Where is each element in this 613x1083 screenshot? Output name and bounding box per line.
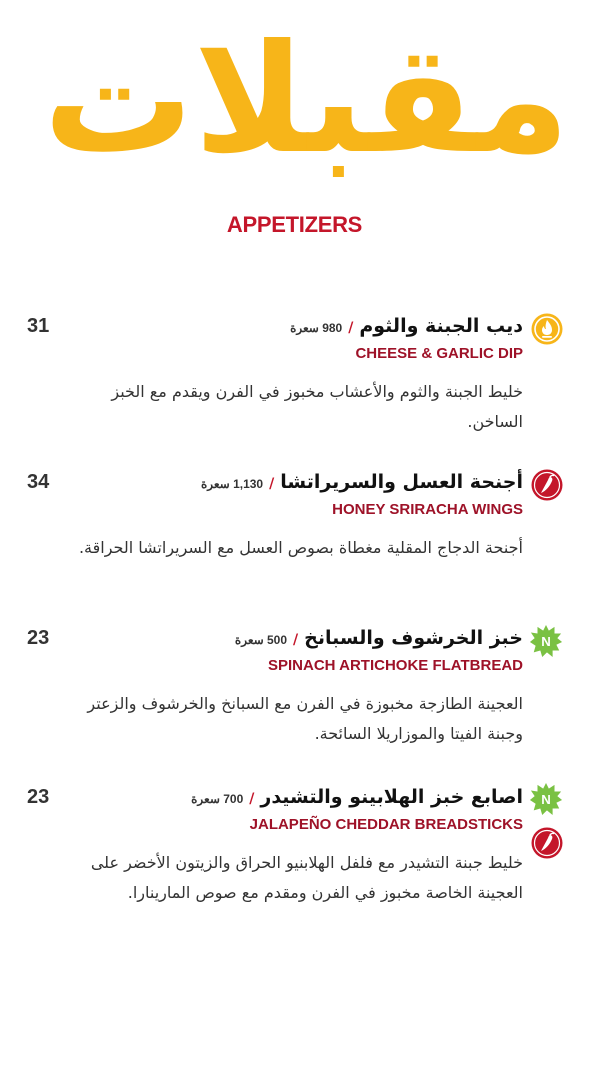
item-title-row — [191, 786, 523, 812]
item-description: خليط جبنة التشيدر مع فلفل الهلابنيو الحراق والزيتون الأخضر على العجينة الخاصة مخبوز في الفرن ومقدم مع صوص المارينارا. — [90, 853, 523, 902]
item-name-arabic: خبز الخرشوف والسبانخ — [304, 627, 523, 649]
item-name-arabic: اصابع خبز الهلابينو والتشيدر — [260, 786, 523, 808]
item-name-english: HONEY SRIRACHA WINGS — [332, 501, 523, 518]
item-name-english: CHEESE & GARLIC DIP — [355, 345, 523, 362]
item-calories: 980 سعرة — [290, 321, 343, 335]
item-description: العجينة الطازجة مخبوزة في الفرن مع السبانخ والخرشوف والزعتر وجبنة الفيتا والموزاريلا السائحة. — [87, 694, 523, 743]
item-price: 31 — [27, 315, 50, 337]
item-title-row — [235, 627, 523, 653]
vegetarian-n-icon — [529, 782, 563, 816]
item-price: 23 — [27, 786, 50, 808]
item-title-row — [201, 471, 523, 497]
spicy-chili-icon — [530, 468, 564, 502]
item-calories: 1,130 سعرة — [200, 477, 264, 491]
item-name-arabic: ديب الجبنة والثوم — [359, 315, 523, 337]
item-name-english: SPINACH ARTICHOKE FLATBREAD — [268, 657, 523, 674]
item-name-arabic: أجنحة العسل والسريراتشا — [280, 471, 523, 493]
item-price: 23 — [27, 627, 50, 649]
item-calories: 500 سعرة — [234, 633, 288, 647]
title-separator: / — [269, 476, 275, 492]
title-separator: / — [249, 791, 255, 807]
page-title-arabic: مقبلات — [43, 13, 570, 187]
baked-flame-icon — [530, 312, 564, 346]
item-description: أجنحة الدجاج المقلية مغطاة بصوص العسل مع السريراتشا الحراقة. — [78, 538, 523, 557]
vegetarian-n-icon — [529, 624, 563, 658]
spicy-chili-icon — [530, 826, 564, 860]
item-title-row — [290, 315, 523, 341]
item-calories: 700 سعرة — [191, 792, 244, 806]
title-separator: / — [348, 320, 354, 336]
page-title-english: APPETIZERS — [226, 212, 363, 237]
item-description: خليط الجبنة والثوم والأعشاب مخبوز في الفرن ويقدم مع الخبز الساخن. — [111, 382, 523, 431]
title-separator: / — [293, 632, 299, 648]
svg-text:N: N — [541, 792, 551, 808]
svg-text:N: N — [541, 634, 551, 650]
item-price: 34 — [27, 471, 50, 493]
item-name-english: JALAPEÑO CHEDDAR BREADSTICKS — [249, 816, 523, 833]
